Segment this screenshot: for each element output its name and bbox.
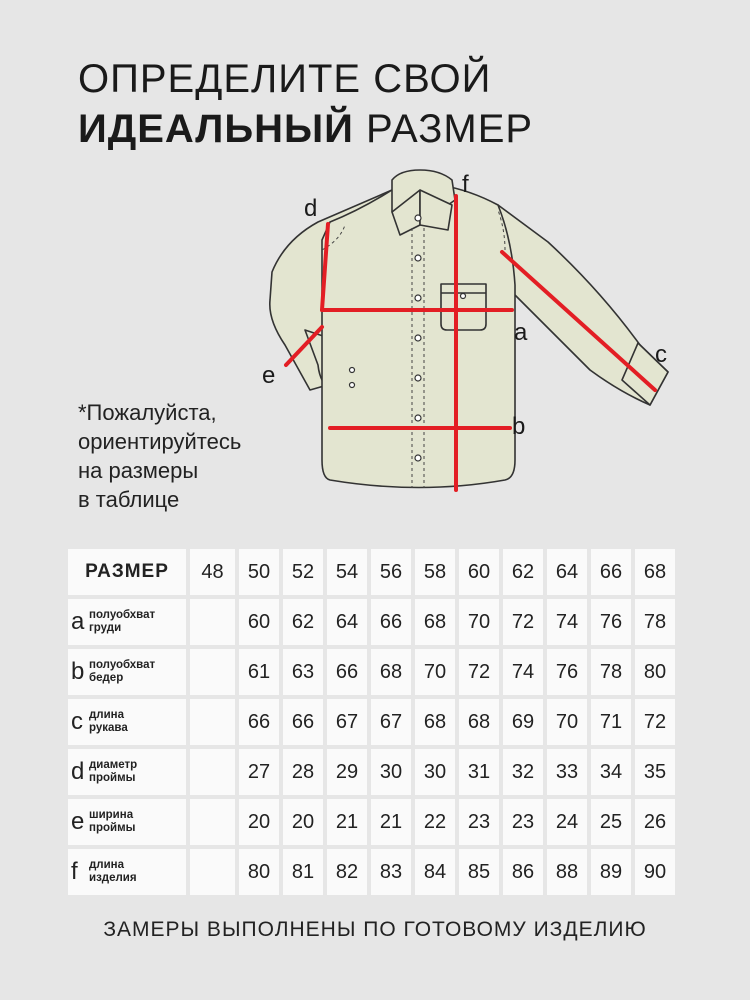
row-desc-line: проймы <box>89 772 136 784</box>
note-line: на размеры <box>78 458 199 483</box>
value-cell: 20 <box>283 799 323 845</box>
value-cell: 89 <box>591 849 631 895</box>
value-cell: 29 <box>327 749 367 795</box>
value-cell: 35 <box>635 749 675 795</box>
value-cell: 20 <box>239 799 279 845</box>
value-cell <box>190 849 235 895</box>
value-cell: 76 <box>547 649 587 695</box>
value-cell: 60 <box>239 599 279 645</box>
value-cell: 68 <box>415 599 455 645</box>
value-cell: 67 <box>371 699 411 745</box>
label-c: c <box>655 341 667 368</box>
table-row <box>68 649 675 695</box>
title-line-2-rest: РАЗМЕР <box>353 107 534 151</box>
value-cell: 23 <box>503 799 543 845</box>
label-f: f <box>462 171 469 198</box>
table-row <box>68 799 675 845</box>
value-cell: 71 <box>591 699 631 745</box>
value-cell: 25 <box>591 799 631 845</box>
size-cell: 48 <box>190 549 235 595</box>
value-cell: 69 <box>503 699 543 745</box>
value-cell: 70 <box>459 599 499 645</box>
size-cell: 60 <box>459 549 499 595</box>
table-row <box>68 599 675 645</box>
row-desc-line: проймы <box>89 822 136 834</box>
row-desc-line: изделия <box>89 872 137 884</box>
value-cell: 90 <box>635 849 675 895</box>
value-cell: 28 <box>283 749 323 795</box>
value-cell: 78 <box>591 649 631 695</box>
note-line: в таблице <box>78 487 180 512</box>
row-header <box>68 599 186 645</box>
size-header-label: РАЗМЕР <box>68 549 186 595</box>
row-header <box>68 649 186 695</box>
shirt-diagram <box>260 160 690 500</box>
value-cell: 66 <box>327 649 367 695</box>
size-note <box>78 398 241 514</box>
value-cell: 80 <box>635 649 675 695</box>
table-row <box>68 849 675 895</box>
value-cell: 30 <box>371 749 411 795</box>
value-cell: 23 <box>459 799 499 845</box>
row-header <box>68 849 186 895</box>
title-line-1: ОПРЕДЕЛИТЕ СВОЙ <box>78 57 492 101</box>
value-cell: 78 <box>635 599 675 645</box>
row-desc-line: длина <box>89 859 125 871</box>
value-cell: 34 <box>591 749 631 795</box>
value-cell: 68 <box>415 699 455 745</box>
size-table <box>64 545 679 899</box>
value-cell: 86 <box>503 849 543 895</box>
value-cell <box>190 749 235 795</box>
row-header <box>68 699 186 745</box>
value-cell: 66 <box>239 699 279 745</box>
value-cell: 88 <box>547 849 587 895</box>
value-cell: 62 <box>283 599 323 645</box>
size-cell: 66 <box>591 549 631 595</box>
value-cell: 72 <box>503 599 543 645</box>
label-a: a <box>514 319 528 346</box>
row-header <box>68 749 186 795</box>
value-cell: 33 <box>547 749 587 795</box>
value-cell: 64 <box>327 599 367 645</box>
value-cell: 66 <box>283 699 323 745</box>
value-cell <box>190 799 235 845</box>
value-cell: 82 <box>327 849 367 895</box>
label-e: e <box>262 362 276 389</box>
page-title <box>78 54 533 154</box>
note-line: ориентируйтесь <box>78 429 242 454</box>
row-letter: a <box>71 608 85 635</box>
value-cell: 80 <box>239 849 279 895</box>
value-cell: 84 <box>415 849 455 895</box>
size-cell: 62 <box>503 549 543 595</box>
value-cell: 68 <box>371 649 411 695</box>
size-cell: 50 <box>239 549 279 595</box>
value-cell <box>190 699 235 745</box>
size-cell: 58 <box>415 549 455 595</box>
row-letter: d <box>71 758 85 785</box>
value-cell: 26 <box>635 799 675 845</box>
table-row <box>68 699 675 745</box>
value-cell: 72 <box>459 649 499 695</box>
value-cell: 24 <box>547 799 587 845</box>
size-cell: 68 <box>635 549 675 595</box>
row-letter: c <box>71 708 83 735</box>
value-cell: 63 <box>283 649 323 695</box>
label-b: b <box>512 413 526 440</box>
value-cell: 30 <box>415 749 455 795</box>
footer-note: ЗАМЕРЫ ВЫПОЛНЕНЫ ПО ГОТОВОМУ ИЗДЕЛИЮ <box>103 918 647 941</box>
shirt-illustration <box>270 170 668 488</box>
value-cell: 61 <box>239 649 279 695</box>
row-desc-line: полуобхват <box>89 659 156 671</box>
value-cell: 27 <box>239 749 279 795</box>
value-cell: 74 <box>547 599 587 645</box>
value-cell: 76 <box>591 599 631 645</box>
size-cell: 56 <box>371 549 411 595</box>
row-desc-line: рукава <box>89 722 128 734</box>
row-letter: b <box>71 658 85 685</box>
value-cell <box>190 599 235 645</box>
row-description <box>89 809 135 835</box>
row-desc-line: полуобхват <box>89 609 156 621</box>
row-description <box>89 759 137 785</box>
value-cell: 31 <box>459 749 499 795</box>
title-bold-word: ИДЕАЛЬНЫЙ <box>78 107 354 151</box>
row-description <box>89 709 128 735</box>
row-description <box>89 659 155 685</box>
row-description <box>89 609 155 635</box>
label-d: d <box>304 195 318 222</box>
row-desc-line: ширина <box>89 809 134 821</box>
value-cell: 70 <box>415 649 455 695</box>
note-line: *Пожалуйста, <box>78 400 217 425</box>
row-header <box>68 799 186 845</box>
value-cell: 72 <box>635 699 675 745</box>
row-description <box>89 859 137 885</box>
value-cell: 21 <box>327 799 367 845</box>
value-cell: 70 <box>547 699 587 745</box>
size-header-row <box>68 549 675 595</box>
value-cell <box>190 649 235 695</box>
size-cell: 64 <box>547 549 587 595</box>
row-letter: f <box>71 858 78 885</box>
row-desc-line: груди <box>89 622 122 634</box>
table-row <box>68 749 675 795</box>
row-desc-line: диаметр <box>89 759 138 771</box>
size-cell: 54 <box>327 549 367 595</box>
value-cell: 32 <box>503 749 543 795</box>
value-cell: 66 <box>371 599 411 645</box>
value-cell: 83 <box>371 849 411 895</box>
value-cell: 74 <box>503 649 543 695</box>
row-desc-line: бедер <box>89 672 124 684</box>
row-desc-line: длина <box>89 709 125 721</box>
value-cell: 85 <box>459 849 499 895</box>
value-cell: 81 <box>283 849 323 895</box>
value-cell: 68 <box>459 699 499 745</box>
value-cell: 21 <box>371 799 411 845</box>
value-cell: 67 <box>327 699 367 745</box>
value-cell: 22 <box>415 799 455 845</box>
row-letter: e <box>71 808 85 835</box>
size-cell: 52 <box>283 549 323 595</box>
